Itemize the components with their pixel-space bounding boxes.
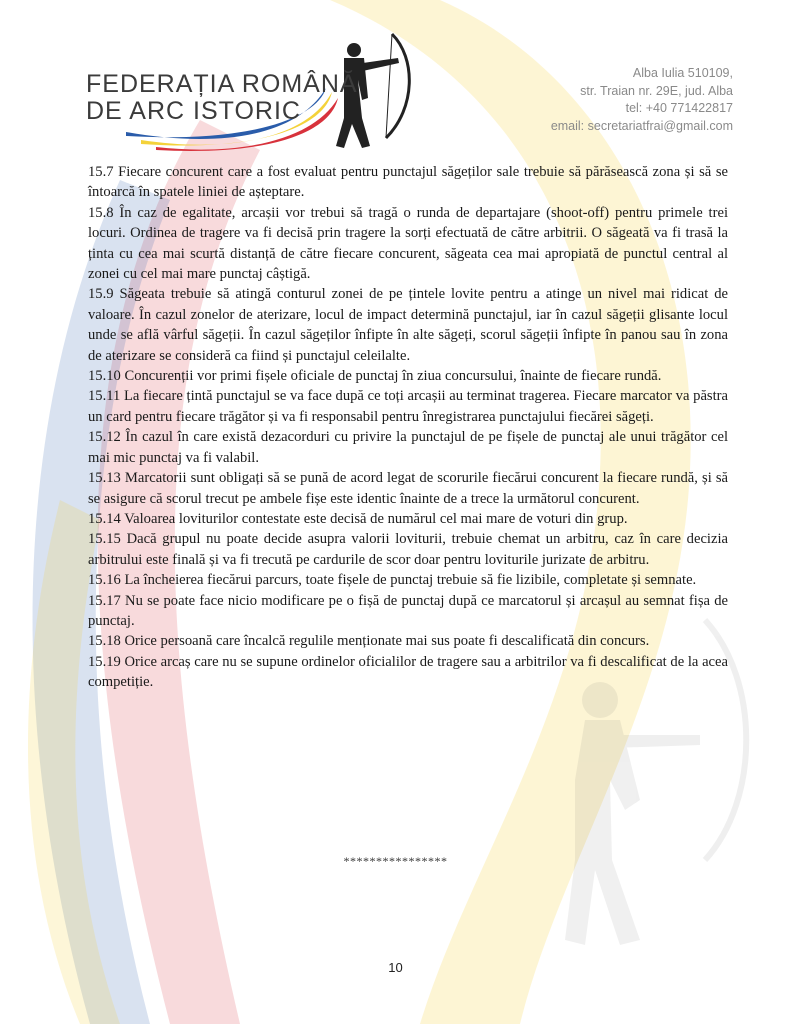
paragraph-15-16: 15.16 La încheierea fiecărui parcurs, toate fișele de punctaj trebuie să fie lizibile, completate și semnate.: [88, 572, 697, 589]
contact-city: Alba Iulia 510109,: [632, 66, 733, 80]
contact-street: str. Traian nr. 29E, jud. Alba: [580, 83, 733, 98]
paragraph-15-12: 15.12 În cazul în care există dezacorduri cu privire la punctajul de pe fișele de punctaj ale unui trăgător cel mai mic punctaj va fi valabil.: [88, 429, 728, 466]
contact-info: [551, 65, 733, 135]
page-number: 10: [388, 960, 403, 975]
contact-email: email: secretariatfrai@gmail.com: [550, 118, 733, 133]
document-body: [88, 162, 728, 693]
paragraph-15-17: 15.17 Nu se poate face nicio modificare pe o fișă de punctaj după ce marcatorul și arcașul au semnat fișa de punctaj.: [88, 592, 728, 629]
paragraph-15-19: 15.19 Orice arcaș care nu se supune ordinelor oficialilor de tragere sau a arbitrilor va fi descalificat de la acea competiție.: [88, 653, 728, 691]
paragraph-15-7: 15.7 Fiecare concurent care a fost evaluat pentru punctajul săgeților sale trebuie să părăsească zona și să se întoarcă în spatele liniei de așteptare.: [88, 164, 728, 201]
contact-phone: tel: +40 771422817: [625, 101, 733, 115]
paragraph-15-13: 15.13 Marcatorii sunt obligați să se pună de acord legat de scorurile fiecărui concurent la fiecare rundă, și să se asigure că scorul trecut pe ambele fișe este identic înainte de a trece la următorul concurent.: [88, 470, 728, 507]
paragraph-15-11: 15.11 La fiecare țintă punctajul se va face după ce toți arcașii au terminat tragerea. Fiecare marcator va păstra un card pentru fiecare trăgător și va fi responsabil pentru înregistrarea punctajului fiecărei săgeți.: [88, 388, 728, 425]
paragraph-15-8: 15.8 În caz de egalitate, arcașii vor trebui să tragă o runda de departajare (shoot-off) pentru primele trei locuri. Ordinea de tragere va fi decisă prin tragere la sorți efectuată de către arbitrii. O săgeată va fi trasă la ținta cu cea mai scurtă distanță de către fiecare concurent, săgeata cea mai apropiată de punctul central al zonei cu cel mai mare punctaj câștigă.: [88, 204, 728, 283]
paragraph-15-15: 15.15 Dacă grupul nu poate decide asupra valorii loviturii, trebuie chemat un arbitru, caz în care decizia arbitrului este finală și va fi trecută pe cardurile de scor doar pentru loviturile jurizate de arbitru.: [88, 531, 728, 568]
section-separator: ****************: [343, 854, 448, 868]
logo-title-line1: FEDERAȚIA ROMÂNĂ: [86, 70, 358, 98]
paragraph-15-9: 15.9 Săgeata trebuie să atingă conturul zonei de pe țintele lovite pentru a atinge un nivel mai ridicat de valoare. În cazul zonelor de aterizare, locul de impact determină punctajul, iar în cazul săgeții glisante locul unde se află vârful săgeții. În cazul săgeților înfipte în alte săgeți, scorul săgeții înfipte în panou sau în zona de aterizare se consideră ca fiind și punctajul celeilalte.: [88, 286, 728, 364]
federation-logo: [86, 28, 416, 153]
logo-title-line2: DE ARC ISTORIC: [86, 97, 301, 125]
paragraph-15-18: 15.18 Orice persoană care încalcă regulile menționate mai sus poate fi descalificată din concurs.: [88, 633, 650, 650]
paragraph-15-10: 15.10 Concurenții vor primi fișele oficiale de punctaj în ziua concursului, înainte de fiecare rundă.: [88, 368, 662, 385]
paragraph-15-14: 15.14 Valoarea loviturilor contestate este decisă de numărul cel mai mare de voturi din grup.: [88, 510, 628, 527]
